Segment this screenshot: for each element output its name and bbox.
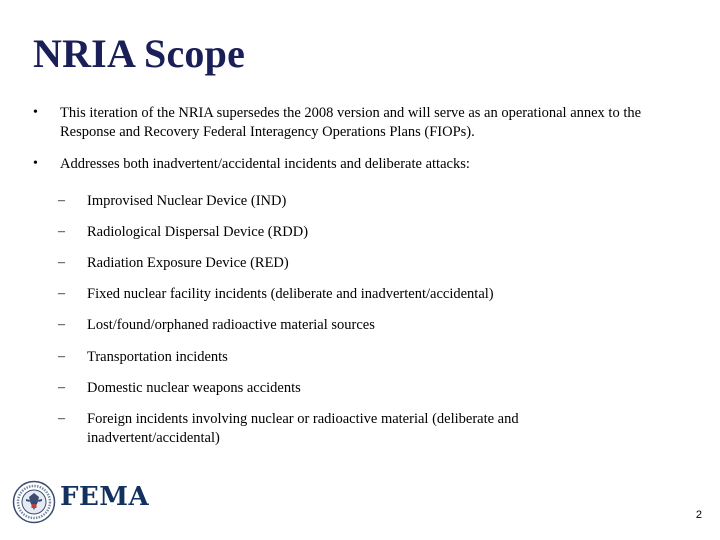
sub-bullet-marker: – [58, 224, 65, 239]
sub-item-lost-sources: Lost/found/orphaned radioactive material sources [87, 317, 375, 333]
sub-item-transportation: Transportation incidents [87, 349, 228, 365]
sub-item-weapons-accidents: Domestic nuclear weapons accidents [87, 380, 301, 396]
sub-item-fixed-facility: Fixed nuclear facility incidents (deliberate and inadvertent/accidental) [87, 286, 494, 302]
sub-bullet-marker: – [58, 411, 65, 426]
sub-bullet-marker: – [58, 255, 65, 270]
sub-item-ind: Improvised Nuclear Device (IND) [87, 193, 287, 209]
sub-item-rdd: Radiological Dispersal Device (RDD) [87, 224, 309, 240]
sub-item-red: Radiation Exposure Device (RED) [87, 255, 289, 271]
fema-logo [12, 478, 172, 526]
bullet-text-nria-supersedes: This iteration of the NRIA supersedes the 2008 version and will serve as an operational annex to the Response and Recovery Federal Interagency Operations Plans (FIOPs). [60, 105, 642, 140]
title-divider [24, 82, 696, 84]
slide-title: NRIA Scope [33, 31, 246, 76]
sub-bullet-marker: – [58, 380, 65, 395]
sub-bullet-marker: – [58, 317, 65, 332]
sub-bullet-marker: – [58, 193, 65, 208]
dhs-seal-icon [12, 480, 56, 524]
bullet-marker: • [33, 105, 38, 120]
sub-bullet-marker: – [58, 286, 65, 301]
bullet-text-addresses-incidents: Addresses both inadvertent/accidental incidents and deliberate attacks: [60, 156, 470, 172]
bullet-marker: • [33, 156, 38, 171]
sub-bullet-marker: – [58, 349, 65, 364]
sub-item-foreign-incidents: Foreign incidents involving nuclear or radioactive material (deliberate and inadvertent/accidental) [87, 411, 519, 446]
fema-wordmark: FEMA [60, 482, 150, 512]
page-number: 2 [695, 509, 702, 521]
